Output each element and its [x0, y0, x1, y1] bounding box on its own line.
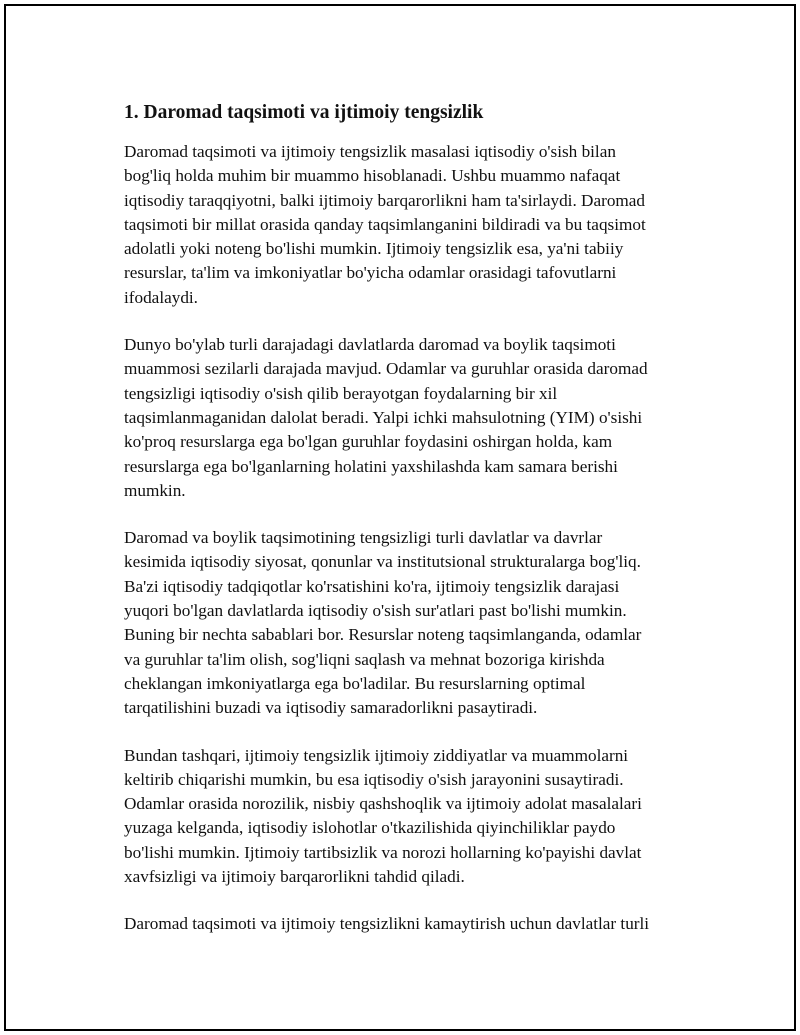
text-line: Ba'zi iqtisodiy tadqiqotlar ko'rsatishini ko'ra, ijtimoiy tengsizlik darajasi — [124, 576, 620, 596]
text-line: Bundan tashqari, ijtimoiy tengsizlik ijtimoiy ziddiyatlar va muammolarni — [124, 745, 629, 765]
text-line: Daromad taqsimoti va ijtimoiy tengsizlik masalasi iqtisodiy o'sish bilan — [124, 142, 616, 161]
text-line: keltirib chiqarishi mumkin, bu esa iqtisodiy o'sish jarayonini susaytiradi. — [124, 769, 624, 789]
text-line: tarqatilishini buzadi va iqtisodiy samaradorlikni pasaytiradi. — [124, 698, 538, 718]
text-line: iqtisodiy taraqqiyotni, balki ijtimoiy barqarorlikni ham ta'sirlaydi. Daromad — [124, 190, 646, 210]
text-line: ifodalaydi. — [124, 287, 198, 307]
page-frame — [4, 4, 796, 1031]
text-line: adolatli yoki noteng bo'lishi mumkin. Ijtimoiy tengsizlik esa, ya'ni tabiiy — [124, 239, 624, 259]
document-body — [124, 100, 704, 960]
text-line: bo'lishi mumkin. Ijtimoiy tartibsizlik va norozi hollarning ko'payishi davlat — [124, 842, 642, 862]
text-line: yuqori bo'lgan davlatlarda iqtisodiy o'sish sur'atlari past bo'lishi mumkin. — [124, 601, 627, 621]
text-line: mumkin. — [124, 480, 186, 500]
text-line: va guruhlar ta'lim olish, sog'liqni saqlash va mehnat bozoriga kirishda — [124, 649, 605, 669]
text-line: Buning bir nechta sabablari bor. Resurslar noteng taqsimlanganda, odamlar — [124, 625, 642, 645]
text-line: Daromad taqsimoti va ijtimoiy tengsizlikni kamaytirish uchun davlatlar turli — [124, 914, 650, 934]
paragraph-1 — [124, 140, 704, 310]
text-line: yuzaga kelganda, iqtisodiy islohotlar o'tkazilishida qiyinchiliklar paydo — [124, 818, 616, 838]
text-line: taqsimoti bir millat orasida qanday taqsimlanganini bildiradi va bu taqsimot — [124, 214, 646, 234]
text-line: ko'proq resurslarga ega bo'lgan guruhlar foydasini oshirgan holda, kam — [124, 432, 613, 452]
text-line: resurslar, ta'lim va imkoniyatlar bo'yicha odamlar orasidagi tafovutlarni — [124, 263, 617, 283]
paragraph-3 — [124, 526, 704, 720]
text-line: muammosi sezilarli darajada mavjud. Odamlar va guruhlar orasida daromad — [124, 359, 648, 379]
text-line: kesimida iqtisodiy siyosat, qonunlar va institutsional strukturalarga bog'liq. — [124, 552, 641, 572]
section-heading: 1. Daromad taqsimoti va ijtimoiy tengsizlik — [124, 102, 484, 123]
text-line: Odamlar orasida norozilik, nisbiy qashshoqlik va ijtimoiy adolat masalalari — [124, 794, 642, 814]
text-line: Dunyo bo'ylab turli darajadagi davlatlarda daromad va boylik taqsimoti — [124, 335, 616, 355]
text-line: xavfsizligi va ijtimoiy barqarorlikni tahdid qiladi. — [124, 867, 465, 887]
paragraph-5 — [124, 912, 704, 936]
paragraph-4 — [124, 744, 704, 890]
text-line: taqsimlanmaganidan dalolat beradi. Yalpi ichki mahsulotning (YIM) o'sishi — [124, 407, 643, 427]
text-line: Daromad va boylik taqsimotining tengsizligi turli davlatlar va davrlar — [124, 528, 603, 548]
text-line: cheklangan imkoniyatlarga ega bo'ladilar. Bu resurslarning optimal — [124, 673, 586, 693]
text-line: tengsizligi iqtisodiy o'sish qilib berayotgan foydalarning bir xil — [124, 383, 558, 403]
paragraph-2 — [124, 333, 704, 503]
text-line: resurslarga ega bo'lganlarning holatini yaxshilashda kam samara berishi — [124, 456, 618, 476]
text-line: bog'liq holda muhim bir muammo hisoblanadi. Ushbu muammo nafaqat — [124, 166, 621, 186]
